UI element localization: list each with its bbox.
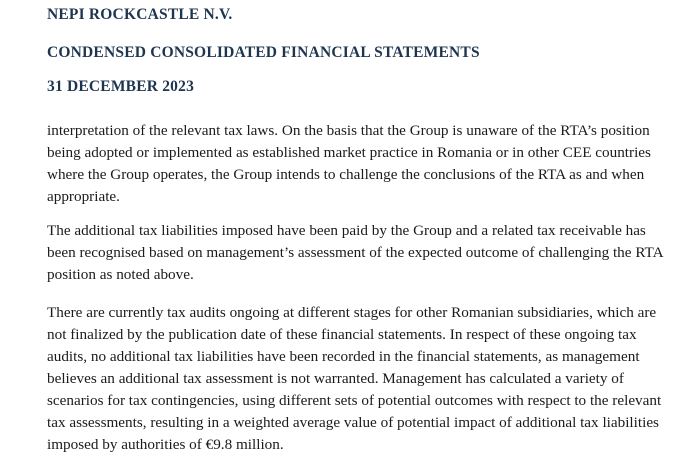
paragraph-line: believes an additional tax assessment is not warranted. Management has calculated a variety of: [47, 370, 624, 387]
paragraph-ongoing-tax-audits: [47, 302, 687, 456]
paragraph-line: being adopted or implemented as established market practice in Romania or in other CEE countries: [47, 144, 651, 161]
paragraph-tax-interpretation: [47, 120, 687, 208]
paragraph-line: not finalized by the publication date of these financial statements. In respect of these ongoing tax: [47, 326, 637, 343]
paragraph-line: scenarios for tax contingencies, using different sets of potential outcomes with respect to the relevant: [47, 392, 662, 409]
paragraph-tax-liabilities-paid: [47, 220, 687, 286]
paragraph-line: appropriate.: [47, 188, 120, 205]
paragraph-line: position as noted above.: [47, 266, 194, 283]
paragraph-line: tax assessments, resulting in a weighted average value of potential impact of additional tax liabilities: [47, 414, 659, 431]
document-date: 31 DECEMBER 2023: [47, 78, 195, 95]
paragraph-line: There are currently tax audits ongoing at different stages for other Romanian subsidiaries, which are: [47, 304, 657, 321]
paragraph-line: interpretation of the relevant tax laws. On the basis that the Group is unaware of the RTA’s position: [47, 122, 650, 139]
company-name: NEPI ROCKCASTLE N.V.: [47, 6, 233, 23]
paragraph-line: been recognised based on management’s assessment of the expected outcome of challenging the RTA: [47, 244, 664, 261]
document-title: CONDENSED CONSOLIDATED FINANCIAL STATEMENTS: [47, 44, 480, 61]
paragraph-line: audits, no additional tax liabilities have been recorded in the financial statements, as management: [47, 348, 640, 365]
paragraph-line: where the Group operates, the Group intends to challenge the conclusions of the RTA as and when: [47, 166, 645, 183]
paragraph-line: imposed by authorities of €9.8 million.: [47, 436, 284, 453]
paragraph-line: The additional tax liabilities imposed have been paid by the Group and a related tax receivable has: [47, 222, 646, 239]
